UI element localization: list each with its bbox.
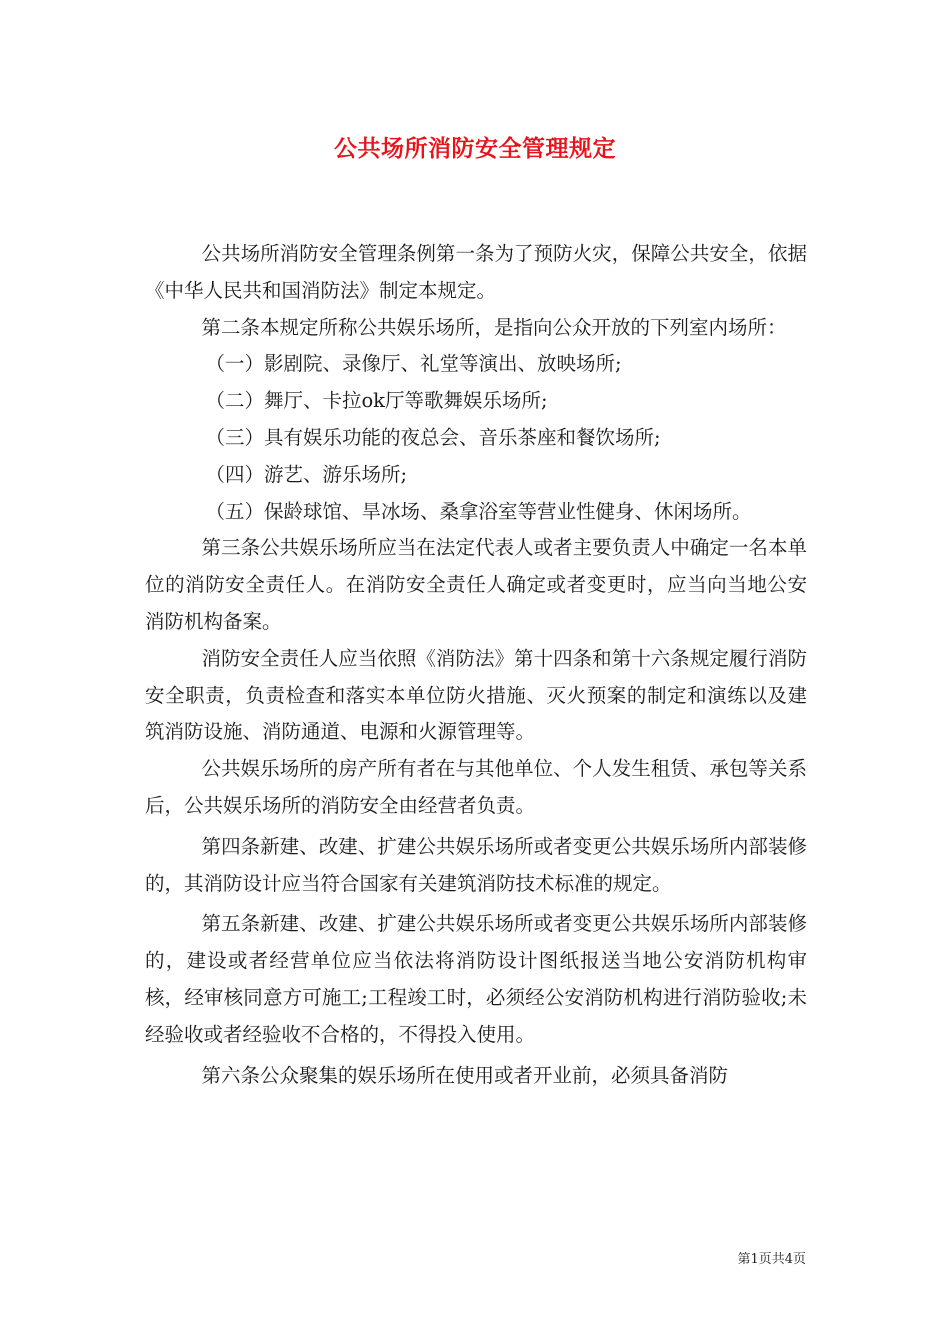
list-item: （五）保龄球馆、旱冰场、桑拿浴室等营业性健身、休闲场所。 <box>205 499 752 523</box>
list-item: （一）影剧院、录像厅、礼堂等演出、放映场所; <box>205 352 622 376</box>
page-title: 公共场所消防安全管理规定 <box>334 135 616 162</box>
page-number: 第1页共4页 <box>737 1252 806 1267</box>
paragraph: 公共娱乐场所的房产所有者在与其他单位、个人发生租赁、承包等关系后，公共娱乐场所的消防安全由经营者负责。 <box>145 757 807 817</box>
paragraph: 第四条新建、改建、扩建公共娱乐场所或者变更公共娱乐场所内部装修的，其消防设计应当符合国家有关建筑消防技术标准的规定。 <box>145 834 807 895</box>
list-item: （四）游艺、游乐场所; <box>205 462 408 486</box>
paragraph: 第二条本规定所称公共娱乐场所，是指向公众开放的下列室内场所： <box>201 315 787 339</box>
paragraph: 消防安全责任人应当依照《消防法》第十四条和第十六条规定履行消防安全职责，负责检查和落实本单位防火措施、灭火预案的制定和演练以及建筑消防设施、消防通道、电源和火源管理等。 <box>145 646 807 744</box>
list-item: （三）具有娱乐功能的夜总会、音乐茶座和餐饮场所; <box>205 425 661 449</box>
paragraph: 公共场所消防安全管理条例第一条为了预防火灾，保障公共安全，依据《中华人民共和国消防法》制定本规定。 <box>145 242 807 302</box>
paragraph: 第五条新建、改建、扩建公共娱乐场所或者变更公共娱乐场所内部装修的，建设或者经营单位应当依法将消防设计图纸报送当地公安消防机构审核，经审核同意方可施工;工程竣工时，必须经公安消防机构进行消防验收;未经验收或者经验收不合格的，不得投入使用。 <box>145 912 807 1046</box>
list-item: （二）舞厅、卡拉ok厅等歌舞娱乐场所; <box>205 389 548 413</box>
document-body <box>145 236 807 1094</box>
paragraph: 第六条公众聚集的娱乐场所在使用或者开业前，必须具备消防 <box>201 1063 729 1087</box>
paragraph: 第三条公共娱乐场所应当在法定代表人或者主要负责人中确定一名本单位的消防安全责任人。在消防安全责任人确定或者变更时，应当向当地公安消防机构备案。 <box>145 536 807 633</box>
